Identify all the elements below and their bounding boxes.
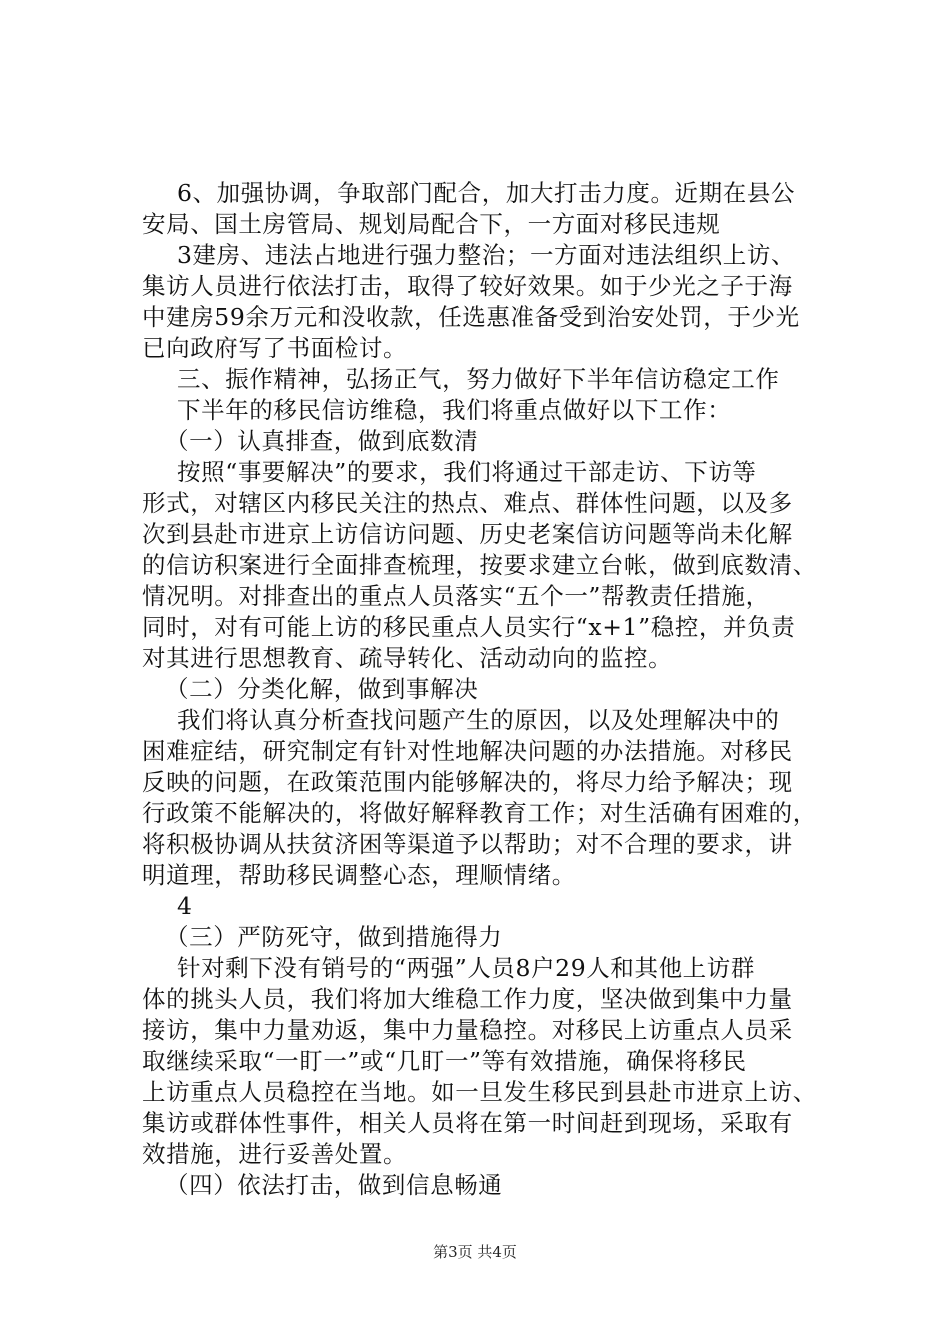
text-line: 针对剩下没有销号的“两强”人员8户29人和其他上访群 bbox=[177, 954, 755, 982]
subsection-heading: （四）依法打击，做到信息畅通 bbox=[165, 1171, 503, 1199]
text-line: 对其进行思想教育、疏导转化、活动动向的监控。 bbox=[142, 644, 673, 672]
text-line: 上访重点人员稳控在当地。如一旦发生移民到县赴市进京上访、 bbox=[142, 1078, 817, 1106]
text-line: 反映的问题，在政策范围内能够解决的，将尽力给予解决；现 bbox=[142, 768, 793, 796]
text-line: 将积极协调从扶贫济困等渠道予以帮助；对不合理的要求，讲 bbox=[142, 830, 793, 858]
text-line: 行政策不能解决的，将做好解释教育工作；对生活确有困难的， bbox=[142, 799, 817, 827]
text-line: 情况明。对排查出的重点人员落实“五个一”帮教责任措施， bbox=[142, 582, 770, 610]
text-line: 按照“事要解决”的要求，我们将通过干部走访、下访等 bbox=[177, 458, 757, 486]
text-line: 明道理，帮助移民调整心态，理顺情绪。 bbox=[142, 861, 576, 889]
section-heading: 三、振作精神，弘扬正气，努力做好下半年信访稳定工作 bbox=[177, 365, 780, 393]
text-line: 3建房、违法占地进行强力整治；一方面对违法组织上访、 bbox=[177, 241, 796, 269]
text-line: 形式，对辖区内移民关注的热点、难点、群体性问题，以及多 bbox=[142, 489, 793, 517]
page-marker: 4 bbox=[177, 892, 193, 920]
subsection-heading: （三）严防死守，做到措施得力 bbox=[165, 923, 503, 951]
text-line: 体的挑头人员，我们将加大维稳工作力度，坚决做到集中力量 bbox=[142, 985, 793, 1013]
text-line: 接访，集中力量劝返，集中力量稳控。对移民上访重点人员采 bbox=[142, 1016, 793, 1044]
text-line: 已向政府写了书面检讨。 bbox=[142, 334, 408, 362]
text-line: 次到县赴市进京上访信访问题、历史老案信访问题等尚未化解 bbox=[142, 520, 793, 548]
page-footer: 第3页 共4页 bbox=[433, 1243, 517, 1261]
text-line: 同时，对有可能上访的移民重点人员实行“x+1”稳控，并负责 bbox=[142, 613, 796, 641]
text-line: 困难症结，研究制定有针对性地解决问题的办法措施。对移民 bbox=[142, 737, 793, 765]
text-line: 下半年的移民信访维稳，我们将重点做好以下工作： bbox=[177, 396, 732, 424]
text-line: 中建房59余万元和没收款，任选惠准备受到治安处罚，于少光 bbox=[142, 303, 800, 331]
text-line: 安局、国土房管局、规划局配合下，一方面对移民违规 bbox=[142, 210, 721, 238]
text-line: 6、加强协调，争取部门配合，加大打击力度。近期在县公 bbox=[177, 179, 796, 207]
subsection-heading: （二）分类化解，做到事解决 bbox=[165, 675, 479, 703]
text-line: 取继续采取“一盯一”或“几盯一”等有效措施，确保将移民 bbox=[142, 1047, 747, 1075]
text-line: 的信访积案进行全面排查梳理，按要求建立台帐，做到底数清、 bbox=[142, 551, 817, 579]
subsection-heading: （一）认真排查，做到底数清 bbox=[165, 427, 479, 455]
text-line: 效措施，进行妥善处置。 bbox=[142, 1140, 408, 1168]
text-line: 集访或群体性事件，相关人员将在第一时间赶到现场，采取有 bbox=[142, 1109, 793, 1137]
text-line: 集访人员进行依法打击，取得了较好效果。如于少光之子于海 bbox=[142, 272, 793, 300]
text-line: 我们将认真分析查找问题产生的原因，以及处理解决中的 bbox=[177, 706, 780, 734]
